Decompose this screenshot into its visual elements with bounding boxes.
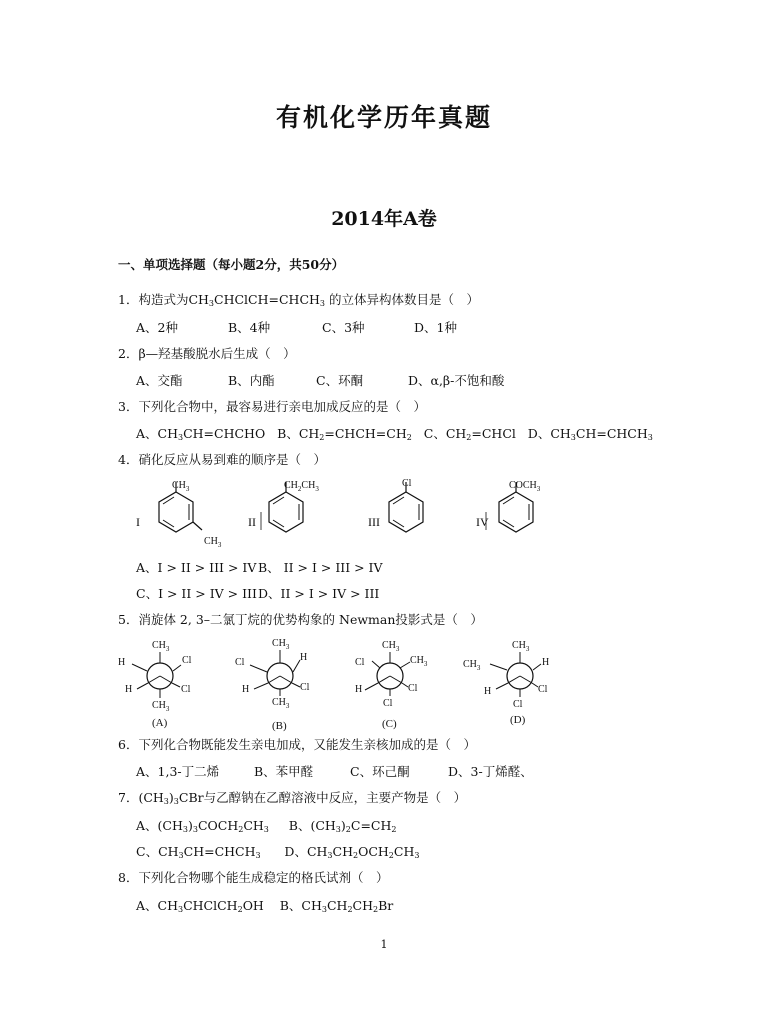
svg-text:CH3: $CH_3$ — [410, 655, 428, 668]
label-c: (C) — [382, 718, 397, 730]
svg-text:H: H — [300, 652, 308, 663]
q1-formula: $CH_3CHClCH=CHCH_3$ — [188, 292, 326, 308]
newman-a — [118, 640, 192, 729]
svg-text:Cl: Cl — [181, 684, 191, 695]
svg-text:Cl: Cl — [235, 657, 245, 668]
label-b: (B) — [272, 720, 287, 732]
structure-ii — [248, 480, 319, 532]
page-title: 有机化学历年真题 — [275, 103, 492, 132]
q6-option-c: C、环己酮 — [350, 764, 410, 779]
svg-text:Cl: Cl — [383, 698, 393, 709]
q1-stem-b: 的立体异构体数目是（ ） — [329, 292, 480, 307]
svg-text:CH3: $CH_3$ — [382, 640, 400, 653]
q7-stem: CBr与乙醇钠在乙醇溶液中反应，主要产物是（ ） — [178, 790, 467, 805]
q2-option-c: C、环酮 — [316, 373, 364, 388]
svg-text:CH3: $CH_3$ — [152, 640, 170, 653]
q2-option-a: A、交酯 — [136, 373, 183, 388]
q4-option-c: C、I > II > IV > III — [136, 586, 257, 601]
newman-d — [463, 640, 549, 726]
svg-text:Cl: Cl — [538, 684, 548, 695]
structure-i — [136, 480, 222, 549]
svg-text:Cl: Cl — [408, 683, 418, 694]
label-ii: II — [248, 515, 256, 529]
svg-text:H: H — [484, 686, 492, 697]
q4-option-b: B、 II > I > III > IV — [258, 560, 383, 575]
svg-text:CH3: $CH_3$ — [152, 700, 170, 713]
q4-option-d: D、II > I > IV > III — [258, 586, 380, 601]
label-iii: III — [368, 515, 380, 529]
svg-text:CH3: $CH_3$ — [463, 659, 481, 672]
section-heading: 一、单项选择题（每小题2分，共50分） — [118, 257, 345, 272]
svg-text:H: H — [542, 657, 550, 668]
q4-structures — [120, 472, 640, 556]
sub-ethyl: $CH_2CH_3$ — [284, 480, 319, 493]
svg-text:H: H — [242, 684, 250, 695]
svg-text:Cl: Cl — [300, 682, 310, 693]
svg-text:CH3: $CH_3$ — [272, 697, 290, 710]
q6-option-d: D、3-丁烯醛、 — [448, 764, 533, 779]
question-5: 5．消旋体 2, 3–二氯丁烷的优势构象的 Newman投影式是（ ） — [118, 612, 483, 627]
q5-newman-projections — [110, 632, 580, 732]
sub-ch3-meta: $CH_3$ — [204, 536, 222, 549]
svg-text:Cl: Cl — [355, 657, 365, 668]
label-iv: IV — [476, 515, 489, 529]
label-i: I — [136, 515, 140, 529]
structure-iii — [368, 478, 423, 532]
q7-options-row1: A、$(CH_3)_3COCH_2CH_3$ B、$(CH_3)_2C=CH_2$ — [136, 818, 397, 834]
newman-b — [235, 638, 310, 732]
q2-option-b: B、内酯 — [228, 373, 275, 388]
sub-cl: Cl — [402, 478, 412, 489]
q3-options: A、$CH_3CH=CHCHO$ B、$CH_2=CHCH=CH_2$ C、$CH_2=CHCl$ D、$CH_3CH=CHCH_3$ — [136, 426, 653, 442]
sub-ch3-top: $CH_3$ — [172, 480, 190, 493]
newman-c — [355, 640, 428, 730]
q4-option-a: A、I > II > III > IV — [136, 560, 257, 575]
question-3: 3．下列化合物中，最容易进行亲电加成反应的是（ ） — [118, 399, 426, 414]
svg-text:Cl: Cl — [182, 655, 192, 666]
svg-text:H: H — [125, 684, 133, 695]
q6-option-a: A、1,3-丁二烯 — [136, 764, 220, 779]
svg-text:CH3: $CH_3$ — [272, 638, 290, 651]
q7-options-row2: C、$CH_3CH=CHCH_3$ D、$CH_3CH_2OCH_2CH_3$ — [136, 844, 420, 860]
q2-option-d: D、α,β-不饱和酸 — [408, 373, 505, 388]
question-7: 7．$(CH_3)_3CBr$与乙醇钠在乙醇溶液中反应，主要产物是（ ） — [118, 790, 467, 806]
q8-options: A、$CH_3CHClCH_2OH$ B、$CH_3CH_2CH_2Br$ — [136, 898, 394, 914]
question-1 — [118, 290, 479, 308]
svg-text:H: H — [118, 657, 126, 668]
label-d: (D) — [510, 714, 526, 726]
q1-option-a: A、2种 — [136, 320, 178, 335]
q1-option-b: B、4种 — [228, 320, 271, 335]
svg-text:H: H — [355, 684, 363, 695]
question-6: 6．下列化合物既能发生亲电加成，又能发生亲核加成的是（ ） — [118, 737, 476, 752]
question-8: 8．下列化合物哪个能生成稳定的格氏试剂（ ） — [118, 870, 389, 885]
q1-option-c: C、3种 — [322, 320, 365, 335]
sub-acetyl: $COCH_3$ — [509, 480, 541, 493]
page-number: 1 — [380, 938, 388, 951]
svg-text:Cl: Cl — [513, 699, 523, 710]
q1-stem-a: 1．构造式为 — [118, 292, 189, 307]
question-4: 4．硝化反应从易到难的顺序是（ ） — [118, 452, 326, 467]
label-a: (A) — [152, 717, 168, 729]
structure-iv — [476, 480, 541, 532]
exam-subtitle: 2014年A卷 — [331, 208, 437, 230]
svg-text:CH3: $CH_3$ — [512, 640, 530, 653]
q6-option-b: B、苯甲醛 — [254, 764, 314, 779]
question-2: 2．β—羟基酸脱水后生成（ ） — [118, 346, 296, 361]
q1-option-d: D、1种 — [414, 320, 457, 335]
